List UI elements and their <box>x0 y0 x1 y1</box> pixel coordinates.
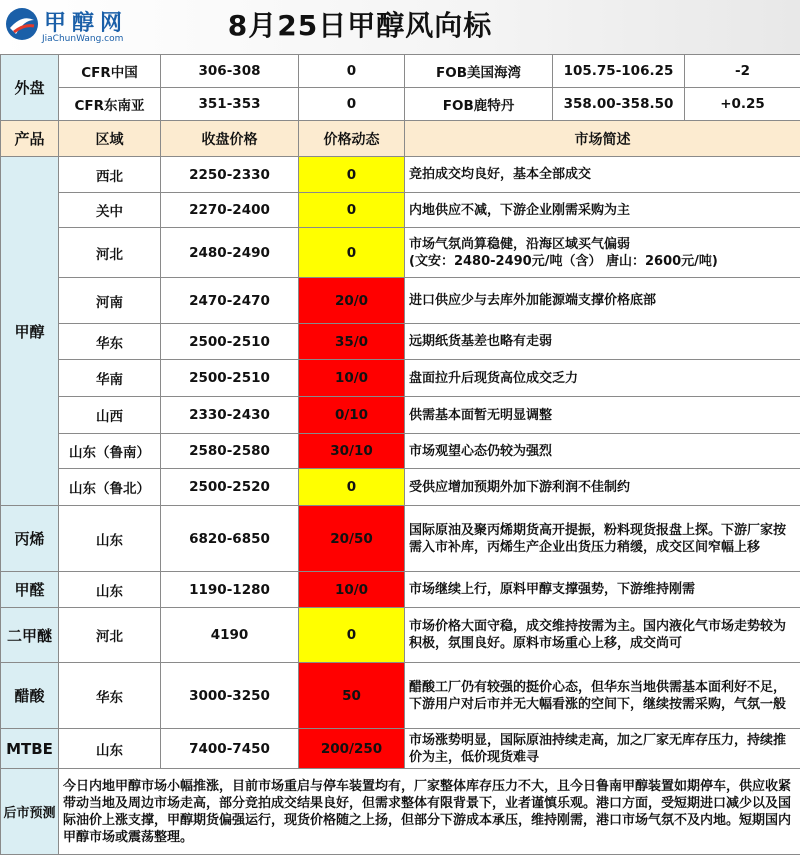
summary: 竞拍成交均良好，基本全部成交 <box>405 157 800 193</box>
table-row <box>1 360 800 397</box>
foreign-right-price: 105.75-106.25 <box>553 55 685 88</box>
trend: 10/0 <box>299 360 405 397</box>
col-region: 区域 <box>59 121 161 157</box>
price-table <box>0 54 800 855</box>
region: 山东 <box>59 572 161 608</box>
table-row <box>1 506 800 572</box>
logo-site: JiaChunWang.com <box>42 34 124 44</box>
region: 华东 <box>59 324 161 360</box>
foreign-row <box>1 88 800 121</box>
price: 2500-2510 <box>161 324 299 360</box>
table-row <box>1 278 800 324</box>
price: 2270-2400 <box>161 193 299 228</box>
col-price: 收盘价格 <box>161 121 299 157</box>
foreign-row <box>1 55 800 88</box>
logo-name: 甲醇网 <box>44 10 129 36</box>
foreign-right-change: -2 <box>685 55 800 88</box>
trend: 0 <box>299 228 405 278</box>
foreign-left-price: 351-353 <box>161 88 299 121</box>
foreign-right-price: 358.00-358.50 <box>553 88 685 121</box>
summary-line: (文安：2480-2490元/吨（含） 唐山：2600元/吨) <box>409 253 718 269</box>
summary: 远期纸货基差也略有走弱 <box>405 324 800 360</box>
trend: 35/0 <box>299 324 405 360</box>
region: 河南 <box>59 278 161 324</box>
product-label: 甲醇 <box>1 157 59 506</box>
price: 4190 <box>161 608 299 663</box>
col-summary: 市场简述 <box>405 121 800 157</box>
summary: 进口供应少与去库外加能源端支撑价格底部 <box>405 278 800 324</box>
region: 山东 <box>59 506 161 572</box>
foreign-left-name: CFR东南亚 <box>59 88 161 121</box>
summary: 市场观望心态仍较为强烈 <box>405 434 800 469</box>
trend: 0 <box>299 193 405 228</box>
region: 西北 <box>59 157 161 193</box>
foreign-left-change: 0 <box>299 55 405 88</box>
region: 山东（鲁北） <box>59 469 161 506</box>
trend: 200/250 <box>299 729 405 769</box>
logo <box>4 4 154 50</box>
region: 河北 <box>59 228 161 278</box>
price: 2330-2430 <box>161 397 299 434</box>
product-label: 醋酸 <box>1 663 59 729</box>
summary: 盘面拉升后现货高位成交乏力 <box>405 360 800 397</box>
summary: 醋酸工厂仍有较强的挺价心态，但华东当地供需基本面利好不足，下游用户对后市并无大幅看涨的空间下，继续按需采购，气氛一般 <box>405 663 800 729</box>
price: 2480-2490 <box>161 228 299 278</box>
foreign-left-change: 0 <box>299 88 405 121</box>
table-row <box>1 157 800 193</box>
price: 6820-6850 <box>161 506 299 572</box>
page-title: 8月25日甲醇风向标 <box>227 9 493 42</box>
summary-line: 市场气氛尚算稳健，沿海区域买气偏弱 <box>409 236 631 252</box>
logo-icon <box>4 6 40 42</box>
region: 山东（鲁南） <box>59 434 161 469</box>
price: 1190-1280 <box>161 572 299 608</box>
product-label: MTBE <box>1 729 59 769</box>
table-row <box>1 608 800 663</box>
table-row <box>1 193 800 228</box>
foreign-right-change: +0.25 <box>685 88 800 121</box>
table-row <box>1 434 800 469</box>
summary: 国际原油及聚丙烯期货高开提振，粉料现货报盘上探。下游厂家按需入市补库，丙烯生产企业出货压力稍缓，成交区间窄幅上移 <box>405 506 800 572</box>
trend: 0 <box>299 157 405 193</box>
summary: 内地供应不减，下游企业刚需采购为主 <box>405 193 800 228</box>
product-label: 丙烯 <box>1 506 59 572</box>
forecast-text: 今日内地甲醇市场小幅推涨，目前市场重启与停车装置均有，厂家整体库存压力不大，且今日鲁南甲醇装置如期停车，供应收紧带动当地及周边市场走高，部分竞拍成交结果良好，但需求整体有限背景下，业者谨慎乐观。港口方面，受短期进口减少以及国际油价上涨支撑，甲醇期货偏强运行，现货价格随之上扬，但部分下游成本承压，维持刚需，港口市场气氛不及内地。短期国内甲醇市场或震荡整理。 <box>59 769 800 855</box>
trend: 0 <box>299 608 405 663</box>
table-row <box>1 324 800 360</box>
table-row <box>1 729 800 769</box>
trend: 50 <box>299 663 405 729</box>
trend: 20/50 <box>299 506 405 572</box>
foreign-left-name: CFR中国 <box>59 55 161 88</box>
table-row <box>1 663 800 729</box>
foreign-label: 外盘 <box>1 55 59 121</box>
price: 2470-2470 <box>161 278 299 324</box>
price: 2500-2520 <box>161 469 299 506</box>
col-product: 产品 <box>1 121 59 157</box>
region: 山西 <box>59 397 161 434</box>
column-header-row <box>1 121 800 157</box>
header <box>0 0 800 55</box>
col-trend: 价格动态 <box>299 121 405 157</box>
product-label: 甲醛 <box>1 572 59 608</box>
region: 关中 <box>59 193 161 228</box>
summary: 市场继续上行，原料甲醇支撑强势，下游维持刚需 <box>405 572 800 608</box>
forecast-row <box>1 769 800 855</box>
region: 山东 <box>59 729 161 769</box>
summary: 市场价格大面守稳，成交维持按需为主。国内液化气市场走势较为积极，氛围良好。原料市场重心上移，成交尚可 <box>405 608 800 663</box>
price: 2500-2510 <box>161 360 299 397</box>
table-row <box>1 228 800 278</box>
trend: 10/0 <box>299 572 405 608</box>
trend: 30/10 <box>299 434 405 469</box>
table-row <box>1 572 800 608</box>
price: 3000-3250 <box>161 663 299 729</box>
region: 华东 <box>59 663 161 729</box>
summary: 供需基本面暂无明显调整 <box>405 397 800 434</box>
foreign-right-name: FOB美国海湾 <box>405 55 553 88</box>
table-row <box>1 469 800 506</box>
summary: 市场涨势明显，国际原油持续走高，加之厂家无库存压力，持续推价为主，低价现货难寻 <box>405 729 800 769</box>
table-row <box>1 397 800 434</box>
region: 华南 <box>59 360 161 397</box>
foreign-right-name: FOB鹿特丹 <box>405 88 553 121</box>
trend: 20/0 <box>299 278 405 324</box>
price: 7400-7450 <box>161 729 299 769</box>
trend: 0 <box>299 469 405 506</box>
price: 2250-2330 <box>161 157 299 193</box>
forecast-label: 后市预测 <box>1 769 59 855</box>
product-label: 二甲醚 <box>1 608 59 663</box>
summary: 受供应增加预期外加下游利润不佳制约 <box>405 469 800 506</box>
foreign-left-price: 306-308 <box>161 55 299 88</box>
trend: 0/10 <box>299 397 405 434</box>
region: 河北 <box>59 608 161 663</box>
price: 2580-2580 <box>161 434 299 469</box>
summary <box>405 228 800 278</box>
